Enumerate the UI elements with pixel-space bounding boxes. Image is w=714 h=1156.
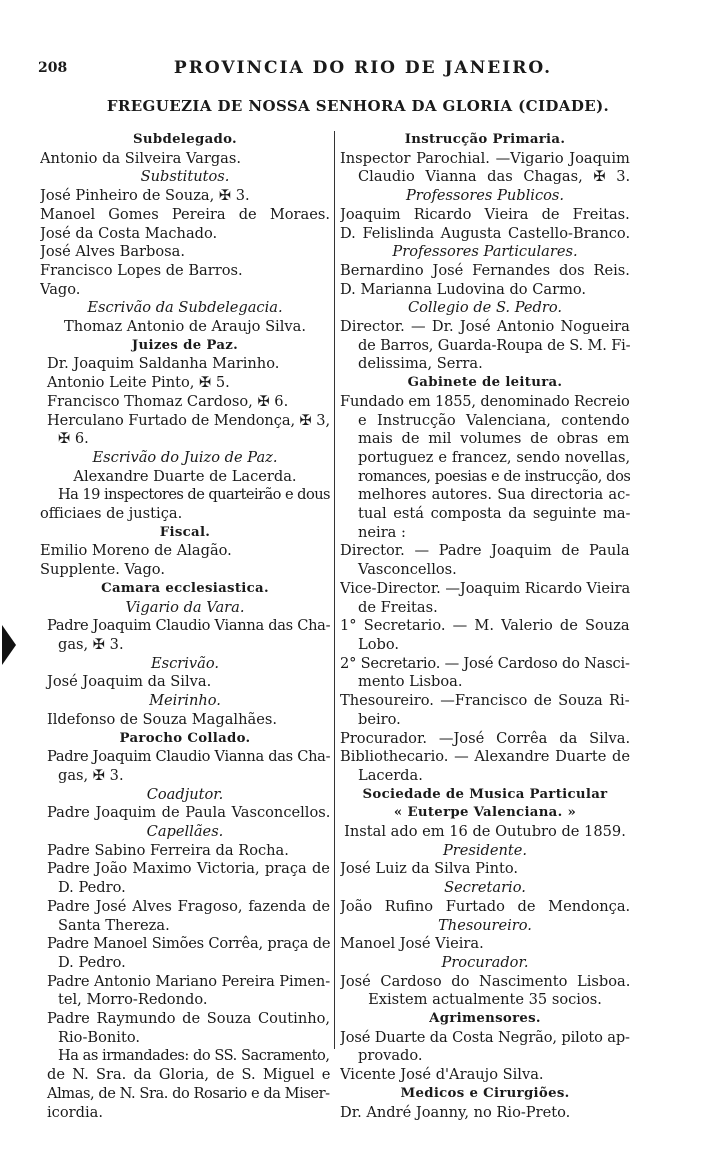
- text-line: Supplente. Vago.: [40, 561, 165, 579]
- text-line: Substitutos.: [140, 168, 230, 186]
- text-line: Procurador. —José Corrêa da Silva.: [340, 729, 630, 747]
- text-line: Antonio Leite Pinto, ✠ 5.: [47, 374, 230, 392]
- text-line: delissima, Serra.: [358, 355, 483, 373]
- text-line: Padre Raymundo de Souza Coutinho,: [47, 1010, 330, 1028]
- text-line: Padre João Maximo Victoria, praça de: [47, 860, 330, 878]
- text-line: provado.: [358, 1047, 423, 1065]
- text-line: tel, Morro-Redondo.: [58, 991, 208, 1009]
- text-line: Fundado em 1855, denominado Recreio: [340, 392, 630, 410]
- text-line: Capellães.: [146, 823, 224, 841]
- text-line: Joaquim Ricardo Vieira de Freitas.: [340, 205, 630, 223]
- text-line: Agrimensores.: [429, 1011, 541, 1027]
- text-line: Rio-Bonito.: [58, 1028, 140, 1046]
- text-line: « Euterpe Valenciana. »: [393, 805, 577, 821]
- text-line: Ildefonso de Souza Magalhães.: [47, 710, 277, 728]
- text-line: Escrivão.: [150, 654, 220, 672]
- text-line: Existem actualmente 35 socios.: [368, 991, 602, 1009]
- text-line: Manoel Gomes Pereira de Moraes.: [40, 205, 330, 223]
- text-line: Padre Joaquim Claudio Vianna das Cha-: [47, 617, 330, 635]
- text-line: D. Felislinda Augusta Castello-Branco.: [340, 224, 630, 242]
- text-line: José da Costa Machado.: [40, 224, 218, 242]
- text-line: D. Pedro.: [58, 879, 126, 897]
- text-line: Dr. André Joanny, no Rio-Preto.: [340, 1103, 571, 1121]
- text-line: Director. — Padre Joaquim de Paula: [340, 542, 630, 560]
- text-line: Ha as irmandades: do SS. Sacramento,: [58, 1047, 330, 1065]
- text-line: 1° Secretario. — M. Valerio de Souza: [340, 617, 630, 635]
- text-line: officiaes de justiça.: [40, 505, 183, 523]
- text-line: D. Pedro.: [58, 953, 126, 971]
- text-line: Vicente José d'Araujo Silva.: [340, 1066, 544, 1084]
- text-line: de Freitas.: [358, 598, 438, 616]
- text-line: Inspector Parochial. —Vigario Joaquim: [340, 149, 630, 167]
- text-line: Thesoureiro.: [438, 916, 532, 934]
- text-line: Coadjutor.: [146, 785, 224, 803]
- text-line: Camara ecclesiastica.: [101, 580, 269, 596]
- margin-mark: [2, 625, 16, 665]
- text-line: Ha 19 inspectores de quarteirão e dous: [58, 486, 330, 504]
- text-line: 2° Secretario. — José Cardoso do Nasci-: [340, 654, 630, 672]
- text-line: Francisco Lopes de Barros.: [40, 261, 243, 279]
- text-line: Lobo.: [358, 635, 399, 653]
- section-title: FREGUEZIA DE NOSSA SENHORA DA GLORIA (CIDADE).: [106, 97, 610, 115]
- text-line: Escrivão do Juizo de Paz.: [92, 448, 278, 466]
- text-line: Gabinete de leitura.: [407, 375, 563, 391]
- text-line: Juizes de Paz.: [131, 337, 239, 353]
- text-line: Emilio Moreno de Alagão.: [40, 542, 232, 560]
- text-line: icordia.: [47, 1103, 103, 1121]
- running-title: PROVINCIA DO RIO DE JANEIRO.: [173, 58, 553, 78]
- column-divider: [334, 131, 335, 1049]
- text-line: Alexandre Duarte de Lacerda.: [73, 467, 297, 485]
- text-line: Dr. Joaquim Saldanha Marinho.: [47, 355, 280, 373]
- text-line: de N. Sra. da Gloria, de S. Miguel e: [47, 1066, 330, 1084]
- text-line: portuguez e francez, sendo novellas,: [358, 448, 630, 466]
- text-line: beiro.: [358, 710, 401, 728]
- text-line: Professores Particulares.: [392, 243, 578, 261]
- text-line: Thesoureiro. —Francisco de Souza Ri-: [340, 692, 630, 710]
- text-line: mento Lisboa.: [358, 673, 463, 691]
- text-line: José Cardoso do Nascimento Lisboa.: [340, 972, 630, 990]
- text-line: Medicos e Cirurgiões.: [400, 1085, 570, 1101]
- text-line: Director. — Dr. José Antonio Nogueira: [340, 318, 630, 336]
- text-line: Almas, de N. Sra. do Rosario e da Miser-: [47, 1084, 330, 1102]
- left-column: [40, 131, 330, 1122]
- text-line: gas, ✠ 3.: [58, 635, 124, 653]
- text-line: José Joaquim da Silva.: [47, 673, 212, 691]
- page-number: 208: [38, 60, 68, 76]
- text-line: Francisco Thomaz Cardoso, ✠ 6.: [47, 392, 289, 410]
- text-line: Instrucção Primaria.: [404, 132, 566, 147]
- text-line: Antonio da Silveira Vargas.: [40, 149, 242, 167]
- text-line: Secretario.: [444, 879, 526, 897]
- text-line: D. Marianna Ludovina do Carmo.: [340, 280, 587, 298]
- text-line: Presidente.: [442, 841, 528, 859]
- text-line: romances, poesias e de instrucção, dos: [358, 467, 630, 485]
- text-line: Bernardino José Fernandes dos Reis.: [340, 261, 630, 279]
- text-line: Procurador.: [441, 953, 529, 971]
- text-line: Vago.: [40, 280, 81, 298]
- text-line: João Rufino Furtado de Mendonça.: [340, 897, 630, 915]
- text-line: Vasconcellos.: [358, 561, 457, 579]
- text-line: Bibliothecario. — Alexandre Duarte de: [340, 748, 630, 766]
- text-line: Padre Joaquim de Paula Vasconcellos.: [47, 804, 330, 822]
- text-line: Claudio Vianna das Chagas, ✠ 3.: [358, 168, 630, 186]
- text-line: Thomaz Antonio de Araujo Silva.: [64, 318, 306, 336]
- text-line: neira :: [358, 523, 406, 541]
- text-line: Collegio de S. Pedro.: [407, 299, 563, 317]
- text-line: Parocho Collado.: [119, 730, 251, 746]
- text-line: tual está composta da seguinte ma-: [358, 505, 630, 523]
- text-line: Fiscal.: [159, 524, 211, 540]
- text-line: Instal ado em 16 de Outubro de 1859.: [344, 823, 626, 841]
- text-line: Vice-Director. —Joaquim Ricardo Vieira: [340, 579, 630, 597]
- text-line: melhores autores. Sua directoria ac-: [358, 486, 630, 504]
- text-line: ✠ 6.: [58, 430, 89, 448]
- text-line: Lacerda.: [358, 766, 423, 784]
- text-line: José Duarte da Costa Negrão, piloto ap-: [340, 1028, 630, 1046]
- text-line: Padre Manoel Simões Corrêa, praça de: [47, 935, 330, 953]
- text-line: José Alves Barbosa.: [40, 243, 185, 261]
- right-column: [340, 131, 630, 1122]
- text-line: Vigario da Vara.: [125, 598, 245, 616]
- text-line: Padre Antonio Mariano Pereira Pimen-: [47, 972, 330, 990]
- text-line: Manoel José Vieira.: [340, 935, 484, 953]
- text-line: Herculano Furtado de Mendonça, ✠ 3,: [47, 411, 330, 429]
- text-line: José Luiz da Silva Pinto.: [340, 860, 519, 878]
- text-line: Padre Sabino Ferreira da Rocha.: [47, 841, 289, 859]
- text-line: Professores Publicos.: [405, 187, 565, 205]
- text-line: Padre Joaquim Claudio Vianna das Cha-: [47, 748, 330, 766]
- text-line: Subdelegado.: [133, 132, 237, 147]
- text-line: de Barros, Guarda-Roupa de S. M. Fi-: [358, 336, 630, 354]
- text-line: José Pinheiro de Souza, ✠ 3.: [40, 187, 250, 205]
- text-line: e Instrucção Valenciana, contendo: [358, 411, 630, 429]
- text-line: mais de mil volumes de obras em: [358, 430, 630, 448]
- text-line: gas, ✠ 3.: [58, 766, 124, 784]
- text-line: Sociedade de Musica Particular: [362, 786, 608, 802]
- running-head: [38, 58, 678, 84]
- text-line: Padre José Alves Fragoso, fazenda de: [47, 897, 330, 915]
- text-line: Santa Thereza.: [58, 916, 170, 934]
- text-line: Escrivão da Subdelegacia.: [87, 299, 283, 317]
- text-line: Meirinho.: [149, 692, 221, 710]
